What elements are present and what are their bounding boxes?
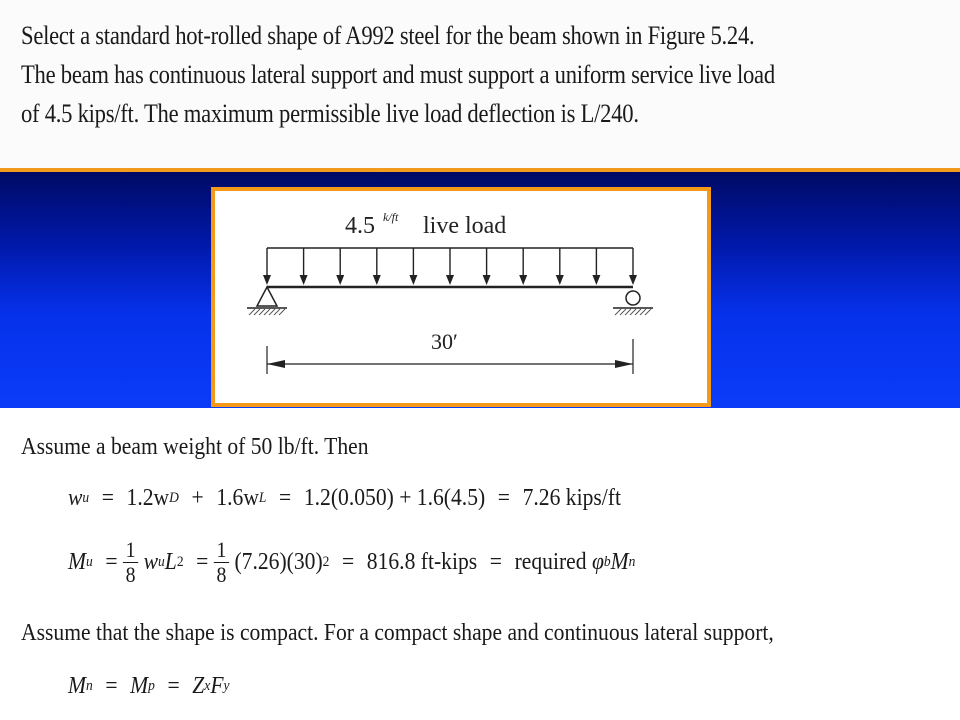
eq1-term2-sub: L <box>258 489 267 506</box>
eq1-result: 7.26 kips/ft <box>522 484 621 511</box>
problem-text <box>21 16 834 133</box>
eq3-Mn-sub: n <box>86 677 93 694</box>
problem-statement <box>0 0 960 168</box>
eq1-plus: + <box>191 484 204 511</box>
load-arrow <box>629 248 637 285</box>
eq2-phi: φ <box>591 548 604 575</box>
eq2-w: w <box>143 548 159 575</box>
eq3-Z-sub: x <box>204 677 211 694</box>
load-arrow <box>483 248 491 285</box>
equation-mu: M u = $\frac{1}{8}$ w u L 2 = $\frac{1}{8}$ (7.26)(30) 2 = 816.8 ft-kips = required φ b M n <box>68 536 636 587</box>
eq2-w-sub: u <box>158 553 165 570</box>
beam-diagram <box>215 191 707 403</box>
fraction-1-8-b: $\frac{1}{8}$ <box>214 538 229 587</box>
solution <box>0 408 960 720</box>
eq3-F: F <box>210 672 224 699</box>
load-value: 4.5 <box>345 213 375 239</box>
eq2-L: L <box>164 548 177 575</box>
eq2-expression-exp: 2 <box>322 553 330 570</box>
eq2-lhs: M <box>68 548 86 575</box>
load-arrow <box>446 248 454 285</box>
load-arrow <box>519 248 527 285</box>
eq2-Mn-sub: n <box>628 553 636 570</box>
eq3-Mp: M <box>130 672 149 699</box>
eq1-term1-sub: D <box>169 489 179 506</box>
load-arrow <box>300 248 308 285</box>
eq1-lhs: w <box>68 484 83 511</box>
pin-support-left <box>247 287 287 315</box>
equation-wu: w u = 1.2w D + 1.6w L = 1.2(0.050) + 1.6(4.5) = 7.26 kips/ft <box>68 484 621 511</box>
load-arrow <box>336 248 344 285</box>
load-arrows <box>263 248 637 285</box>
eq2-lhs-sub: u <box>86 553 93 570</box>
load-arrow <box>556 248 564 285</box>
eq2-result: 816.8 ft-kips <box>366 548 478 575</box>
problem-line-3: of 4.5 kips/ft. The maximum permissible live load deflection is L/240. <box>21 99 639 128</box>
span-label: 30′ <box>431 329 458 354</box>
load-arrow <box>409 248 417 285</box>
eq2-L-exp: 2 <box>176 553 184 570</box>
eq2-expression: (7.26)(30) <box>234 548 323 575</box>
load-arrow <box>263 248 271 285</box>
problem-line-2: The beam has continuous lateral support and must support a uniform service live load <box>21 60 775 89</box>
load-arrow <box>373 248 381 285</box>
load-arrow <box>592 248 600 285</box>
beam-figure <box>211 187 711 407</box>
eq2-phi-sub: b <box>603 553 611 570</box>
eq3-Mn: M <box>68 672 86 699</box>
fraction-1-8-a: $\frac{1}{8}$ <box>123 538 138 587</box>
eq1-lhs-sub: u <box>82 489 90 506</box>
eq3-Mp-sub: p <box>148 677 155 694</box>
load-unit: k/ft <box>383 210 399 224</box>
load-text: live load <box>423 213 507 239</box>
assume-compact-text: Assume that the shape is compact. For a compact shape and continuous lateral support, <box>21 620 774 646</box>
eq2-required: required <box>514 548 587 575</box>
eq3-Z: Z <box>192 672 205 699</box>
eq1-term2: 1.6w <box>216 484 259 511</box>
eq1-equals-3: = <box>497 484 510 511</box>
assume-weight-text: Assume a beam weight of 50 lb/ft. Then <box>21 434 369 460</box>
eq1-expression: 1.2(0.050) + 1.6(4.5) <box>303 484 486 511</box>
eq1-term1: 1.2w <box>126 484 170 511</box>
eq1-equals-2: = <box>279 484 292 511</box>
equation-mn: M n = M p = Z x F y <box>68 672 230 699</box>
roller-support-right <box>613 291 653 315</box>
problem-line-1: Select a standard hot-rolled shape of A992 steel for the beam shown in Figure 5.24. <box>21 21 755 50</box>
eq2-Mn: M <box>610 548 629 575</box>
eq3-F-sub: y <box>223 677 230 694</box>
